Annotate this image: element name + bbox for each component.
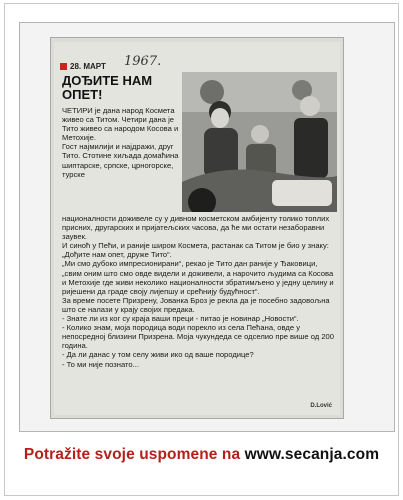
- date-marker-icon: [60, 63, 67, 70]
- date-text: 28. МАРТ: [70, 62, 106, 71]
- paragraph: - То ми није познато...: [62, 359, 139, 369]
- paragraph: - Колико знам, моја породица води порекло из села Пећана, овде у непосредној близини Призрена. Моја чукундеда се одселио пре више од 200 година.: [62, 323, 334, 351]
- photo-illustration: [182, 72, 337, 212]
- paragraph: - Да ли данас у том селу живи ико од ваше породице?: [62, 350, 254, 360]
- paragraph: националности доживеле су у дивном косметском амбијенту толико топлих присних, другарских и пријатељских часова, да ће ми остати незаборавни заувек.: [62, 214, 330, 242]
- headline: ДОЂИТЕ НАМ ОПЕТ!: [62, 73, 153, 102]
- news-photo: [182, 72, 337, 212]
- footer-banner: [0, 446, 403, 464]
- paragraph: За време посете Призрену, Јованка Броз је рекла да је посебно задовољна што се налази у крају својих предака.: [62, 295, 330, 314]
- footer-prefix: Potražite svoje uspomene na: [23, 446, 245, 463]
- paragraph: ЧЕТИРИ је дана народ Космета живео са Титом. Четири дана је Тито живео са народом Косова и Метохије.: [62, 106, 179, 143]
- clipping-date: [60, 62, 106, 71]
- clipping-paper: [54, 42, 340, 415]
- paragraph: И синоћ у Пећи, и раније широм Космета, растанак са Титом је био у знаку: „Дођите нам опет, друже Тито“.: [62, 241, 329, 260]
- paragraph: „Ми смо дубоко импресионирани“, рекао је Тито дан раније у Ђаковици, „свим оним што смо овде видели и доживели, а нарочито људима са Косова и Метохије где живи неколико националности збратимљено у једну целину и ријешени да граде своју лијепшу и срећнију будућност“.: [62, 259, 334, 296]
- paragraph: Гост најмилији и најдражи, друг Тито. Стотине хиљада домаћина шиптарске, српске, црногорске, турске: [62, 142, 179, 179]
- paragraph: - Знате ли из ког су краја ваши преци - питао је новинар „Новости“.: [62, 314, 299, 324]
- handwritten-year: 1967.: [124, 54, 162, 69]
- author-credit: D.Lović: [310, 403, 332, 409]
- footer-site-link[interactable]: www.secanja.com: [244, 446, 380, 463]
- article-body: [62, 214, 338, 369]
- article-column: [62, 106, 182, 179]
- newspaper-clipping: [50, 37, 344, 419]
